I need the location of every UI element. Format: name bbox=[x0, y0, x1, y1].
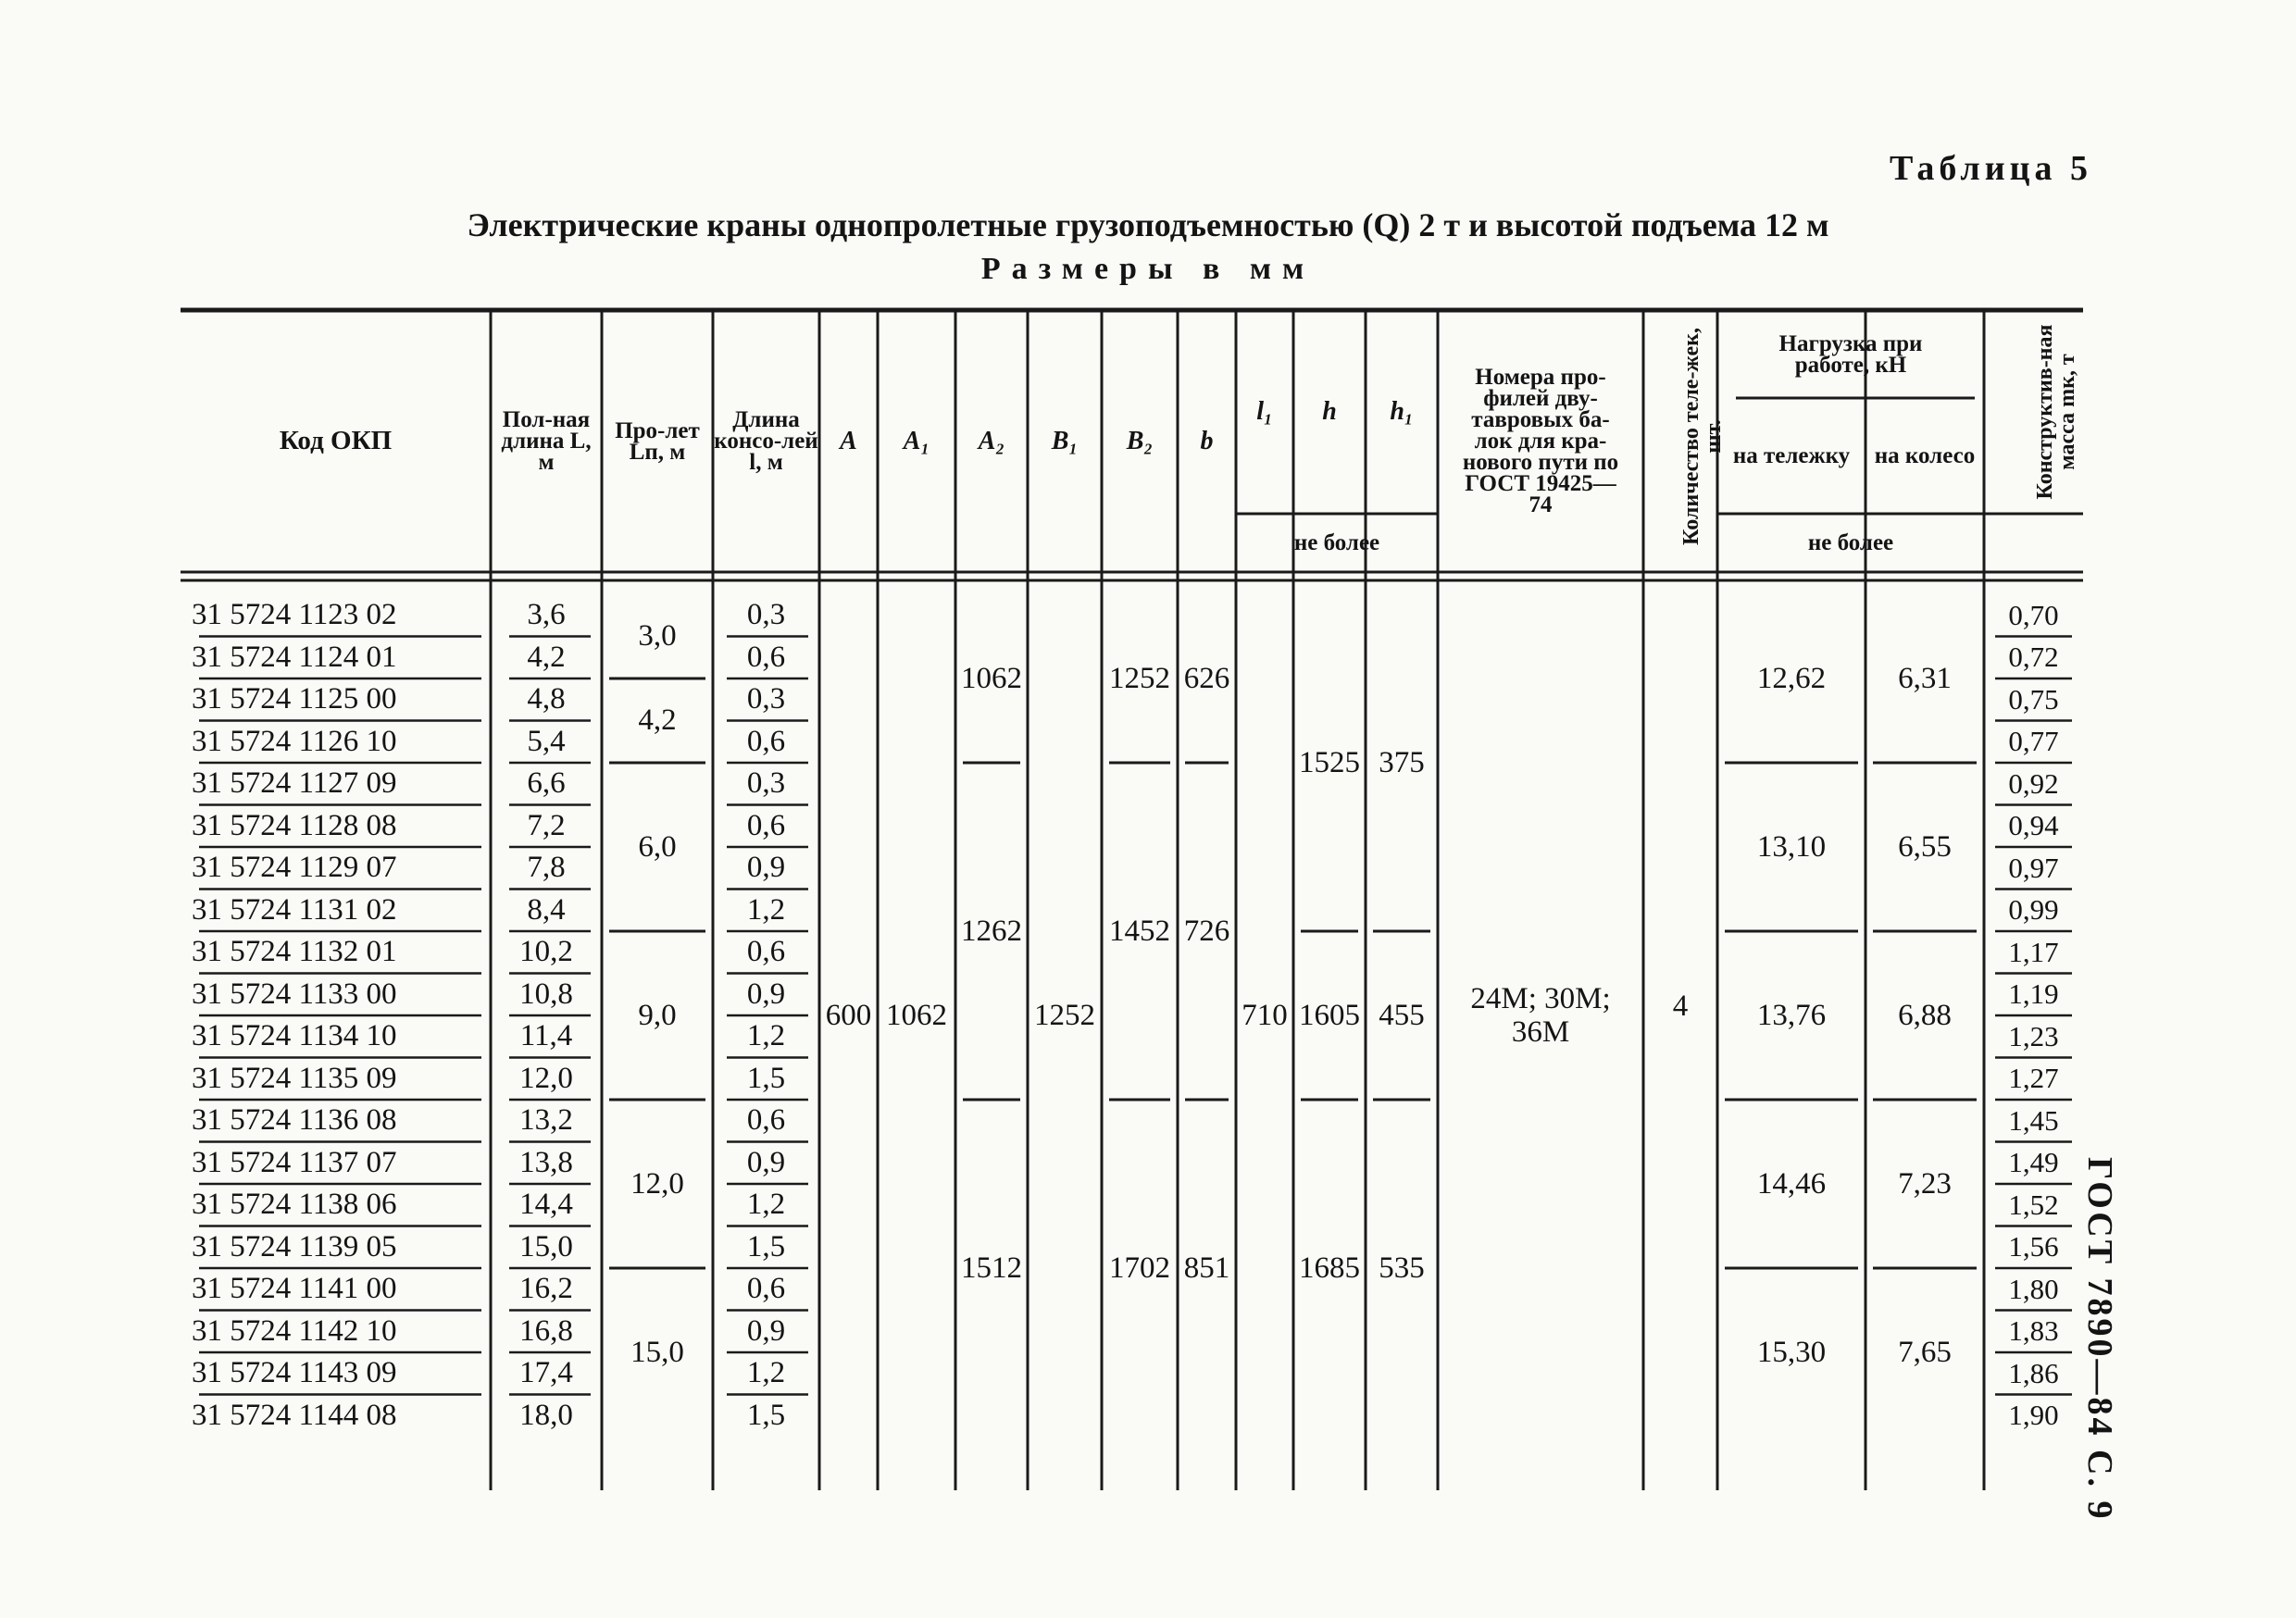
header-load: Нагрузка при работе, кН bbox=[1778, 330, 1923, 378]
span-span-value: 6,0 bbox=[638, 829, 677, 864]
beam-profiles-value: 24М; 30М; 36М bbox=[1470, 982, 1611, 1049]
design-mass-value: 1,90 bbox=[2008, 1399, 2059, 1432]
header-not-more-load: не более bbox=[1807, 530, 1894, 555]
trolley-count-value: 4 bbox=[1672, 989, 1689, 1023]
okp-code: 31 5724 1144 08 bbox=[192, 1398, 397, 1432]
design-mass-value: 1,23 bbox=[2008, 1019, 2059, 1052]
console-length-value: 0,6 bbox=[746, 724, 786, 758]
okp-code: 31 5724 1128 08 bbox=[192, 808, 397, 842]
height-h-value: 1685 bbox=[1299, 1251, 1360, 1285]
okp-code: 31 5724 1135 09 bbox=[192, 1061, 397, 1095]
header-trolley-count: Количество теле-жек, шт. bbox=[1679, 327, 1726, 546]
load-trolley-value: 15,30 bbox=[1756, 1335, 1827, 1369]
design-mass-value: 1,86 bbox=[2008, 1356, 2059, 1389]
header-code: Код ОКП bbox=[279, 426, 393, 455]
load-trolley-value: 14,46 bbox=[1756, 1166, 1827, 1201]
units-subtitle: Размеры в мм bbox=[980, 252, 1316, 286]
console-length-value: 0,6 bbox=[746, 640, 786, 674]
design-mass-value: 1,49 bbox=[2008, 1146, 2059, 1179]
full-length-value: 4,2 bbox=[527, 640, 566, 674]
header-console-length: Длина консо-лей l, м bbox=[714, 407, 818, 475]
span-span-value: 12,0 bbox=[630, 1166, 684, 1201]
full-length-value: 10,2 bbox=[519, 935, 573, 969]
load-wheel-value: 7,23 bbox=[1898, 1166, 1952, 1201]
load-trolley-value: 13,76 bbox=[1756, 998, 1827, 1032]
design-mass-value: 1,52 bbox=[2008, 1188, 2059, 1221]
header-full-length: Пол-ная длина L, м bbox=[501, 407, 592, 475]
okp-code: 31 5724 1143 09 bbox=[192, 1356, 397, 1390]
span-span-value: 15,0 bbox=[630, 1335, 684, 1369]
console-length-value: 0,3 bbox=[746, 682, 786, 716]
span-span-value: 3,0 bbox=[638, 619, 677, 653]
header-not-more-dimensions: не более bbox=[1293, 530, 1380, 555]
okp-code: 31 5724 1138 06 bbox=[192, 1188, 397, 1222]
full-length-value: 17,4 bbox=[519, 1356, 573, 1390]
design-mass-value: 0,92 bbox=[2008, 766, 2059, 800]
load-wheel-value: 7,65 bbox=[1898, 1335, 1952, 1369]
full-length-value: 15,0 bbox=[519, 1229, 573, 1263]
full-length-value: 12,0 bbox=[519, 1061, 573, 1095]
full-length-value: 3,6 bbox=[527, 598, 566, 632]
dimension-b2-value: 1452 bbox=[1109, 914, 1170, 948]
full-length-value: 16,8 bbox=[519, 1313, 573, 1348]
header-b2: B₂ bbox=[1126, 426, 1154, 455]
header-span: Про-лет Lп, м bbox=[615, 417, 700, 465]
height-h1-value: 375 bbox=[1379, 745, 1425, 779]
design-mass-value: 0,77 bbox=[2008, 725, 2059, 758]
height-h1-value: 535 bbox=[1379, 1251, 1425, 1285]
okp-code: 31 5724 1125 00 bbox=[192, 682, 397, 716]
a-value: 600 bbox=[825, 998, 872, 1032]
design-mass-value: 1,80 bbox=[2008, 1272, 2059, 1305]
height-h-value: 1605 bbox=[1299, 998, 1360, 1032]
header-beam-profiles: Номера про-филей дву-тавровых ба-лок для кра-нового пути по ГОСТ 19425—74 bbox=[1462, 365, 1619, 517]
height-h-value: 1525 bbox=[1299, 745, 1360, 779]
full-length-value: 16,2 bbox=[519, 1272, 573, 1306]
okp-code: 31 5724 1132 01 bbox=[192, 935, 397, 969]
full-length-value: 10,8 bbox=[519, 977, 573, 1011]
dimension-a2-value: 1262 bbox=[961, 914, 1022, 948]
full-length-value: 7,2 bbox=[527, 808, 566, 842]
header-l1: l₁ bbox=[1256, 397, 1273, 426]
span-span-value: 9,0 bbox=[638, 998, 677, 1032]
design-mass-value: 0,70 bbox=[2008, 598, 2059, 631]
console-length-value: 0,9 bbox=[746, 1145, 786, 1179]
dimension-a2-value: 1512 bbox=[961, 1251, 1022, 1285]
full-length-value: 14,4 bbox=[519, 1188, 573, 1222]
design-mass-value: 0,97 bbox=[2008, 851, 2059, 884]
console-length-value: 1,5 bbox=[746, 1398, 786, 1432]
header-a: A bbox=[840, 426, 857, 455]
console-length-value: 1,2 bbox=[746, 1019, 786, 1053]
table-title: Электрические краны однопролетные грузоподъемностью (Q) 2 т и высотой подъема 12 м bbox=[467, 206, 1829, 243]
okp-code: 31 5724 1133 00 bbox=[192, 977, 397, 1011]
full-length-value: 6,6 bbox=[527, 766, 566, 801]
l1-value: 710 bbox=[1242, 998, 1288, 1032]
full-length-value: 8,4 bbox=[527, 892, 566, 927]
okp-code: 31 5724 1126 10 bbox=[192, 724, 397, 758]
console-length-value: 0,9 bbox=[746, 851, 786, 885]
console-length-value: 0,6 bbox=[746, 935, 786, 969]
load-wheel-value: 6,88 bbox=[1898, 998, 1952, 1032]
console-length-value: 0,9 bbox=[746, 1313, 786, 1348]
okp-code: 31 5724 1123 02 bbox=[192, 598, 397, 632]
console-length-value: 0,3 bbox=[746, 766, 786, 801]
load-trolley-value: 13,10 bbox=[1756, 829, 1827, 864]
dimension-b-value: 626 bbox=[1183, 661, 1230, 695]
dimension-b-value: 851 bbox=[1183, 1251, 1230, 1285]
full-length-value: 7,8 bbox=[527, 851, 566, 885]
dimension-b2-value: 1702 bbox=[1109, 1251, 1170, 1285]
header-load-trolley: на тележку bbox=[1732, 443, 1851, 468]
design-mass-value: 0,75 bbox=[2008, 682, 2059, 716]
header-load-wheel: на колесо bbox=[1874, 443, 1976, 468]
header-b: b bbox=[1200, 426, 1214, 455]
span-span-value: 4,2 bbox=[638, 703, 677, 737]
full-length-value: 13,8 bbox=[519, 1145, 573, 1179]
load-trolley-value: 12,62 bbox=[1756, 661, 1827, 695]
okp-code: 31 5724 1142 10 bbox=[192, 1313, 397, 1348]
height-h1-value: 455 bbox=[1379, 998, 1425, 1032]
load-wheel-value: 6,31 bbox=[1898, 661, 1952, 695]
design-mass-value: 1,27 bbox=[2008, 1062, 2059, 1095]
okp-code: 31 5724 1136 08 bbox=[192, 1103, 397, 1138]
console-length-value: 1,2 bbox=[746, 1356, 786, 1390]
console-length-value: 1,5 bbox=[746, 1229, 786, 1263]
table-number: Таблица 5 bbox=[1889, 149, 2092, 188]
header-a2: A₂ bbox=[978, 426, 1005, 455]
okp-code: 31 5724 1141 00 bbox=[192, 1272, 397, 1306]
console-length-value: 0,6 bbox=[746, 1103, 786, 1138]
console-length-value: 0,6 bbox=[746, 808, 786, 842]
console-length-value: 1,5 bbox=[746, 1061, 786, 1095]
design-mass-value: 1,56 bbox=[2008, 1230, 2059, 1263]
design-mass-value: 0,72 bbox=[2008, 641, 2059, 674]
dimension-a2-value: 1062 bbox=[961, 661, 1022, 695]
design-mass-value: 0,99 bbox=[2008, 893, 2059, 927]
okp-code: 31 5724 1134 10 bbox=[192, 1019, 397, 1053]
console-length-value: 0,6 bbox=[746, 1272, 786, 1306]
header-a1: A₁ bbox=[903, 426, 930, 455]
console-length-value: 0,3 bbox=[746, 598, 786, 632]
okp-code: 31 5724 1124 01 bbox=[192, 640, 397, 674]
full-length-value: 4,8 bbox=[527, 682, 566, 716]
okp-code: 31 5724 1131 02 bbox=[192, 892, 397, 927]
page-side-label: ГОСТ 7890—84 С. 9 bbox=[2080, 1157, 2119, 1522]
design-mass-value: 1,45 bbox=[2008, 1103, 2059, 1137]
header-design-mass: Конструктив-ная масса mк, т bbox=[2032, 324, 2079, 500]
header-h: h bbox=[1322, 397, 1337, 426]
okp-code: 31 5724 1139 05 bbox=[192, 1229, 397, 1263]
dimension-b-value: 726 bbox=[1183, 914, 1230, 948]
full-length-value: 13,2 bbox=[519, 1103, 573, 1138]
okp-code: 31 5724 1129 07 bbox=[192, 851, 397, 885]
design-mass-value: 1,83 bbox=[2008, 1314, 2059, 1348]
okp-code: 31 5724 1137 07 bbox=[192, 1145, 397, 1179]
header-h1: h₁ bbox=[1390, 397, 1414, 426]
dimension-b2-value: 1252 bbox=[1109, 661, 1170, 695]
a1-value: 1062 bbox=[886, 998, 947, 1032]
console-length-value: 1,2 bbox=[746, 1188, 786, 1222]
full-length-value: 18,0 bbox=[519, 1398, 573, 1432]
design-mass-value: 0,94 bbox=[2008, 809, 2059, 842]
design-mass-value: 1,19 bbox=[2008, 977, 2059, 1011]
b1-value: 1252 bbox=[1034, 998, 1095, 1032]
header-b1: B₁ bbox=[1051, 426, 1079, 455]
console-length-value: 1,2 bbox=[746, 892, 786, 927]
load-wheel-value: 6,55 bbox=[1898, 829, 1952, 864]
full-length-value: 5,4 bbox=[527, 724, 566, 758]
full-length-value: 11,4 bbox=[519, 1019, 573, 1053]
okp-code: 31 5724 1127 09 bbox=[192, 766, 397, 801]
design-mass-value: 1,17 bbox=[2008, 935, 2059, 968]
console-length-value: 0,9 bbox=[746, 977, 786, 1011]
